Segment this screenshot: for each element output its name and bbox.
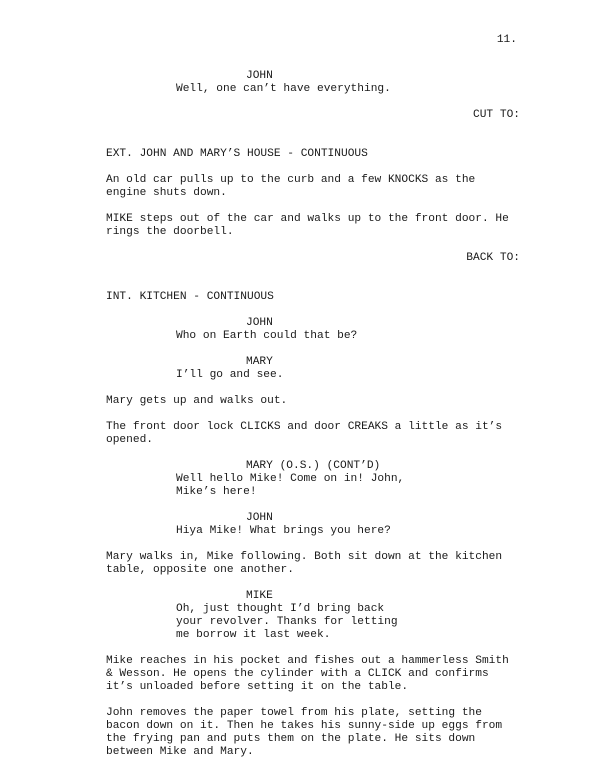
character-name: JOHN — [246, 317, 273, 329]
character-name: MARY — [246, 356, 273, 368]
action: Mary walks in, Mike following. Both sit down at the kitchen table, opposite one another. — [106, 551, 503, 576]
action: MIKE steps out of the car and walks up to the front door. He rings the doorbell. — [106, 213, 509, 238]
character-name: MIKE — [246, 590, 273, 602]
action: Mike reaches in his pocket and fishes out a hammerless Smith & Wesson. He opens the cylinder with a CLICK and confirms it’s unloaded before setting it on the table. — [106, 655, 509, 693]
dialogue: Oh, just thought I’d bring back your revolver. Thanks for letting me borrow it last week. — [176, 603, 398, 641]
dialogue: I’ll go and see. — [176, 369, 284, 381]
action: An old car pulls up to the curb and a few KNOCKS as the engine shuts down. — [106, 174, 476, 199]
action: The front door lock CLICKS and door CREAKS a little as it’s opened. — [106, 421, 503, 446]
transition: BACK TO: — [466, 252, 520, 264]
dialogue: Who on Earth could that be? — [176, 330, 358, 342]
page-number: 11. — [496, 34, 517, 46]
action: Mary gets up and walks out. — [106, 395, 288, 407]
transition: CUT TO: — [473, 109, 520, 121]
scene-heading: INT. KITCHEN - CONTINUOUS — [106, 291, 274, 303]
dialogue: Well hello Mike! Come on in! John, Mike’s here! — [176, 473, 405, 498]
dialogue: Well, one can’t have everything. — [176, 83, 391, 95]
character-name: JOHN — [246, 512, 273, 524]
dialogue: Hiya Mike! What brings you here? — [176, 525, 391, 537]
action: John removes the paper towel from his plate, setting the bacon down on it. Then he takes his sunny-side up eggs from the frying pan and puts them on the plate. He sits down between Mike and Mary. — [106, 707, 503, 758]
character-name: JOHN — [246, 70, 273, 82]
script-body — [106, 70, 526, 759]
scene-heading: EXT. JOHN AND MARY’S HOUSE - CONTINUOUS — [106, 148, 368, 160]
character-name: MARY (O.S.) (CONT’D) — [246, 460, 381, 472]
